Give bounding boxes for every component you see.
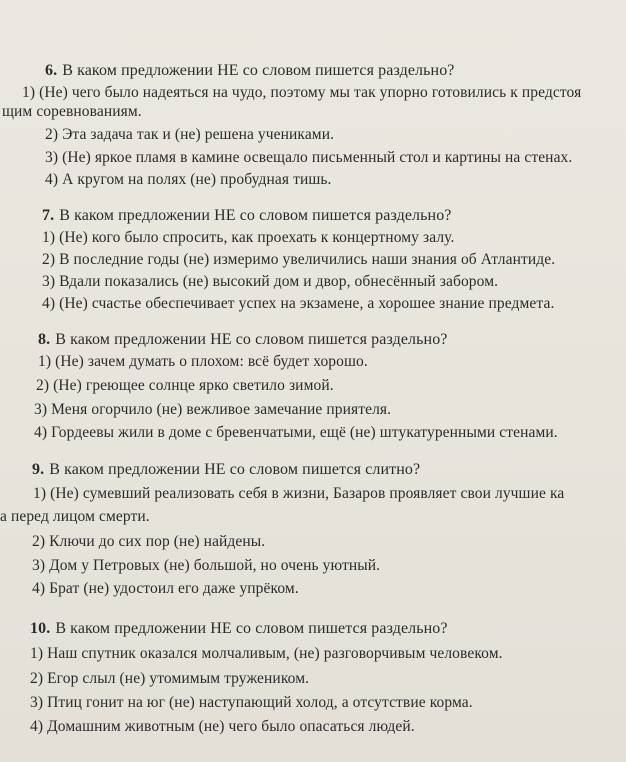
answer-line: 3) Дом у Петровых (не) большой, но очень уютный. bbox=[32, 557, 381, 574]
question-10-heading bbox=[30, 620, 448, 638]
answer-line: щим соревнованиям. bbox=[2, 103, 142, 120]
answer-line: 2) (Не) греющее солнце ярко светило зимой. bbox=[36, 377, 334, 394]
question-prompt: В каком предложении НЕ со словом пишется раздельно? bbox=[59, 207, 452, 224]
question-number: 6. bbox=[45, 62, 58, 79]
question-number: 8. bbox=[38, 331, 51, 348]
answer-line: 4) (Не) счастье обеспечивает успех на экзамене, а хорошее знание предмета. bbox=[42, 295, 555, 312]
question-number: 10. bbox=[30, 620, 51, 637]
question-prompt: В каком предложении НЕ со словом пишется раздельно? bbox=[55, 620, 448, 637]
answer-line: 4) Брат (не) удостоил его даже упрёком. bbox=[32, 580, 299, 597]
question-9-heading bbox=[32, 461, 420, 479]
answer-line: 2) Эта задача так и (не) решена учениками. bbox=[45, 126, 335, 143]
answer-line: 2) Егор слыл (не) утомимым тружеником. bbox=[30, 670, 310, 687]
question-prompt: В каком предложении НЕ со словом пишется слитно? bbox=[49, 461, 421, 478]
answer-line: 3) (Не) яркое пламя в камине освещало письменный стол и картины на стенах. bbox=[45, 149, 573, 166]
answer-line: 3) Меня огорчило (не) вежливое замечание приятеля. bbox=[34, 401, 392, 418]
question-prompt: В каком предложении НЕ со словом пишется раздельно? bbox=[55, 331, 448, 348]
question-6-heading bbox=[45, 62, 455, 80]
answer-line: 2) В последние годы (не) измеримо увеличились наши знания об Атлантиде. bbox=[42, 251, 556, 268]
answer-line: 3) Птиц гонит на юг (не) наступающий холод, а отсутствие корма. bbox=[30, 694, 473, 711]
question-8-heading bbox=[38, 331, 448, 349]
answer-line: 1) Наш спутник оказался молчаливым, (не) разговорчивым человеком. bbox=[30, 645, 503, 662]
answer-line: 1) (Не) зачем думать о плохом: всё будет хорошо. bbox=[38, 353, 368, 370]
answer-line: 4) А кругом на полях (не) пробудная тишь. bbox=[45, 171, 332, 188]
answer-line: 1) (Не) кого было спросить, как проехать к концертному залу. bbox=[42, 229, 455, 246]
answer-line: 2) Ключи до сих пор (не) найдены. bbox=[32, 533, 266, 550]
question-number: 9. bbox=[32, 461, 45, 478]
question-prompt: В каком предложении НЕ со словом пишется раздельно? bbox=[62, 62, 455, 79]
answer-line: 4) Домашним животным (не) чего было опасаться людей. bbox=[30, 718, 415, 735]
answer-line: 1) (Не) сумевший реализовать себя в жизни, Базаров проявляет свои лучшие ка bbox=[33, 485, 565, 502]
question-number: 7. bbox=[42, 207, 55, 224]
answer-line: а перед лицом смерти. bbox=[0, 508, 150, 525]
question-7-heading bbox=[42, 207, 452, 225]
answer-line: 1) (Не) чего было надеяться на чудо, поэтому мы так упорно готовились к предстоя bbox=[22, 84, 582, 101]
answer-line: 4) Гордеевы жили в доме с бревенчатыми, ещё (не) штукатуренными стенами. bbox=[34, 424, 558, 441]
answer-line: 3) Вдали показались (не) высокий дом и двор, обнесённый забором. bbox=[42, 273, 499, 290]
